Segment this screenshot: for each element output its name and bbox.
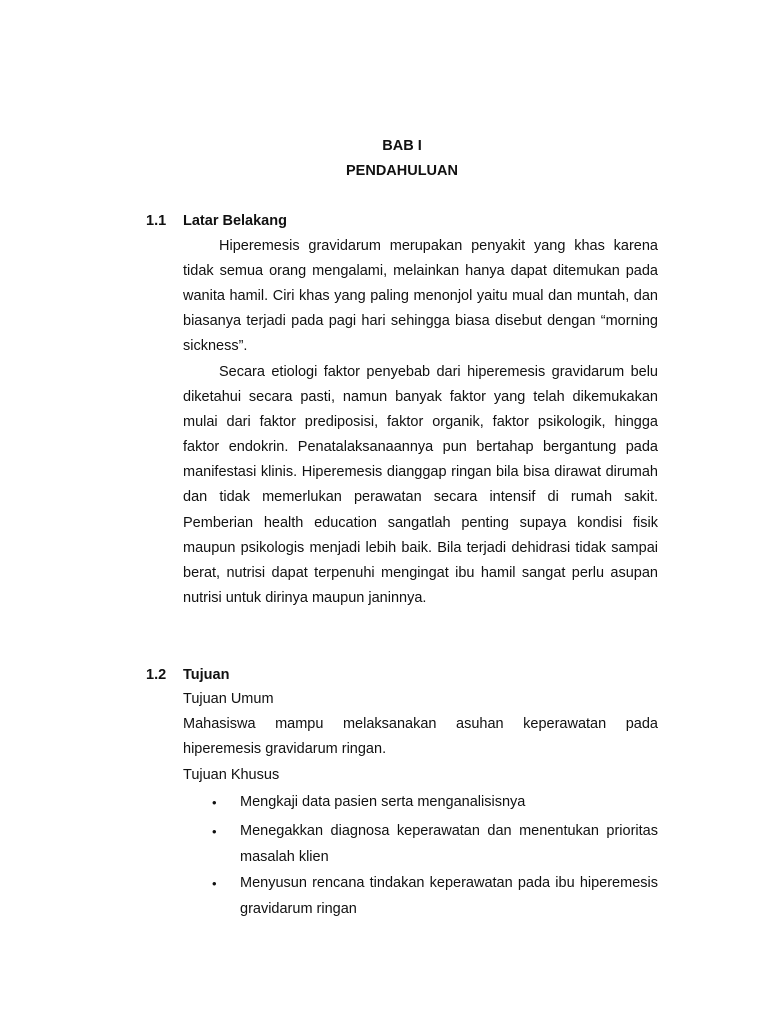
specific-objective-label: Tujuan Khusus (183, 767, 280, 783)
list-item-text: Menegakkan diagnosa keperawatan dan menentukan prioritas masalah klien (240, 823, 658, 865)
list-item (212, 871, 658, 922)
section-heading-latar-belakang (146, 211, 287, 231)
paragraph-2: Secara etiologi faktor penyebab dari hiperemesis gravidarum belu diketahui secara pasti, namun banyak faktor yang telah dikemukakan mulai dari faktor prediposisi, faktor organik, faktor psikologik, hingga faktor endokrin. Penatalaksanaannya pun bertahap bergantung pada manifestasi klinis. Hiperemesis dianggap ringan bila bisa dirawat dirumah dan tidak memerlukan perawatan secara intensif di rumah sakit. Pemberian health education sangatlah penting supaya kondisi fisik maupun psikologis menjadi lebih baik. Bila terjadi dehidrasi tidak sampai berat, nutrisi dapat terpenuhi mengingat ibu hamil sangat perlu asupan nutrisi untuk dirinya maupun janinnya. (183, 364, 658, 606)
list-item-text: Menyusun rencana tindakan keperawatan pada ibu hiperemesis gravidarum ringan (240, 875, 658, 917)
bullet-icon: • (212, 795, 217, 810)
general-objective-text: Mahasiswa mampu melaksanakan asuhan keperawatan pada hiperemesis gravidarum ringan. (183, 716, 658, 757)
chapter-title: PENDAHULUAN (346, 163, 458, 179)
section-number: 1.2 (146, 667, 167, 683)
bullet-icon: • (212, 824, 217, 839)
list-item (212, 790, 658, 816)
bullet-icon: • (212, 876, 217, 891)
chapter-number: BAB I (382, 138, 422, 154)
section-heading-tujuan (146, 665, 229, 685)
section-title: Latar Belakang (183, 213, 287, 229)
section-title: Tujuan (183, 667, 230, 683)
general-objective-label: Tujuan Umum (183, 691, 274, 707)
paragraph-1: Hiperemesis gravidarum merupakan penyakit yang khas karena tidak semua orang mengalami, melainkan hanya dapat ditemukan pada wanita hamil. Ciri khas yang paling menonjol yaitu mual dan muntah, dan biasanya terjadi pada pagi hari sehingga biasa disebut dengan “morning sickness”. (183, 238, 658, 355)
list-item-text: Mengkaji data pasien serta menganalisisnya (240, 794, 526, 810)
section-number: 1.1 (146, 213, 167, 229)
list-item (212, 819, 658, 870)
